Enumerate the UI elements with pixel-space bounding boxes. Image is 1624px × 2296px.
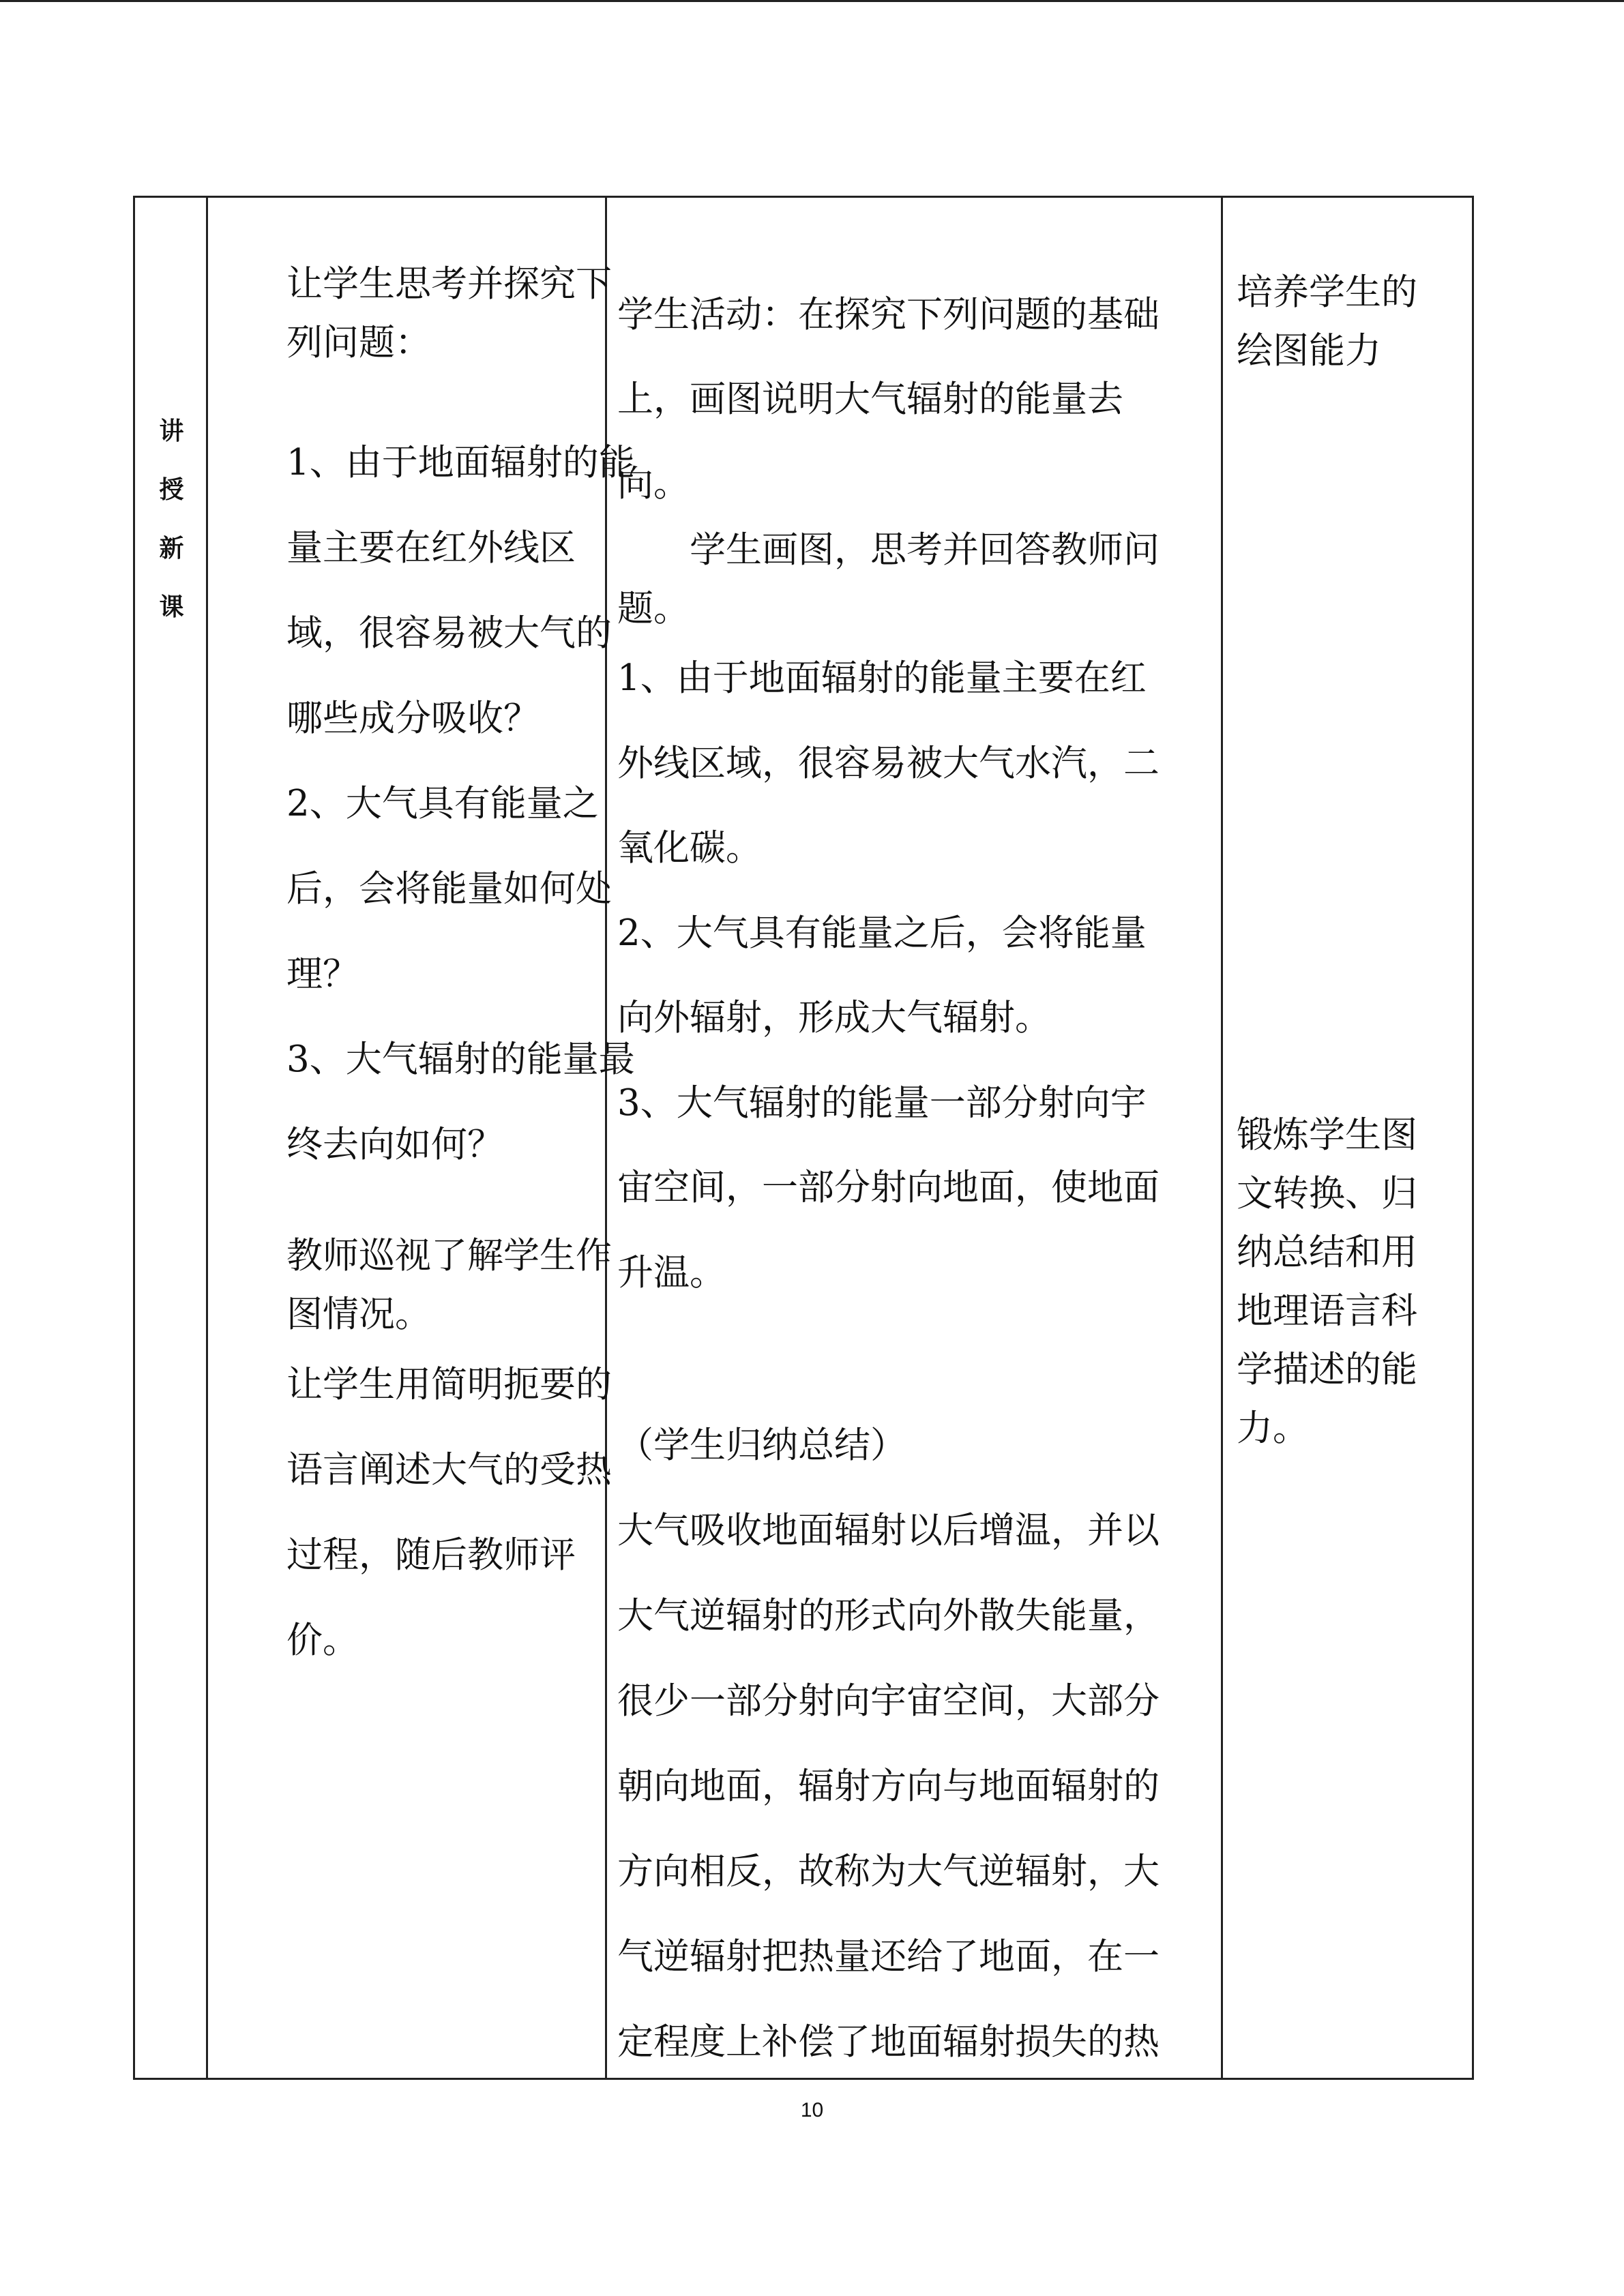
text-line: 很少一部分射向宇宙空间，大部分 (617, 1680, 1160, 1722)
text-line: 学描述的能 (1237, 1349, 1417, 1390)
text-line: 上，画图说明大气辐射的能量去 (617, 378, 1123, 420)
stage-char: 新 (159, 535, 184, 563)
teacher-activity-cell (208, 198, 635, 2078)
text-line: 后，会将能量如何处 (286, 868, 612, 910)
text-line: 域，很容易被大气的 (286, 612, 612, 654)
stage-char: 讲 (159, 417, 184, 445)
text-line: 列问题： (286, 322, 431, 363)
student-activity-cell (607, 198, 1221, 2078)
text-line: 朝向地面，辐射方向与地面辐射的 (617, 1765, 1160, 1807)
text-line: （学生归纳总结） (617, 1425, 906, 1466)
text-line: 3、大气辐射的能量最 (286, 1039, 635, 1080)
text-line: 升温。 (617, 1251, 726, 1294)
text-line: 终去向如何？ (286, 1124, 503, 1165)
text-line: 2、大气具有能量之 (286, 783, 599, 824)
text-line: 3、大气辐射的能量一部分射向宇 (617, 1082, 1147, 1124)
lesson-plan-table (133, 196, 1474, 2080)
text-line: 力。 (1237, 1407, 1309, 1449)
text-line: 教师巡视了解学生作 (286, 1235, 612, 1277)
text-line: 宙空间，一部分射向地面，使地面 (617, 1167, 1160, 1208)
design-intent-cell (1223, 198, 1472, 2078)
text-line: 学生画图，思考并回答教师问 (617, 529, 1160, 571)
text-line: 锻炼学生图 (1237, 1114, 1417, 1156)
text-line: 1、由于地面辐射的能 (286, 442, 635, 483)
text-line: 向外辐射，形成大气辐射。 (617, 997, 1051, 1039)
text-line: 大气吸收地面辐射以后增温，并以 (617, 1510, 1160, 1551)
stage-label (135, 402, 208, 637)
text-line: 地理语言科 (1237, 1290, 1417, 1332)
text-line: 语言阐述大气的受热 (286, 1449, 612, 1491)
teacher-questions (286, 420, 635, 1187)
stage-cell (135, 198, 206, 2078)
text-line: 学生活动：在探究下列问题的基础 (617, 294, 1160, 336)
stage-char: 授 (159, 476, 184, 504)
text-line: 纳总结和用 (1237, 1232, 1417, 1273)
teacher-paragraph (286, 1342, 612, 1683)
text-line: 让学生思考并探究下 (286, 263, 612, 305)
text-line: 培养学生的 (1237, 271, 1417, 313)
text-line: 图情况。 (286, 1294, 431, 1335)
text-line: 过程，随后教师评 (286, 1534, 576, 1576)
text-line: 量主要在红外线区 (286, 527, 576, 569)
text-line: 大气逆辐射的形式向外散失能量， (617, 1595, 1160, 1637)
text-line: 1、由于地面辐射的能量主要在红 (617, 657, 1147, 699)
text-line: 题。 (617, 588, 690, 629)
text-line: 2、大气具有能量之后，会将能量 (617, 912, 1147, 954)
teacher-paragraph (286, 255, 612, 372)
intent-paragraph (1237, 263, 1417, 381)
student-summary (617, 1403, 1160, 2085)
text-line: 文转换、归 (1237, 1173, 1417, 1214)
text-line: 方向相反，故称为大气逆辐射，大 (617, 1851, 1160, 1892)
text-line: 气逆辐射把热量还给了地面，在一 (617, 1936, 1160, 1978)
text-line: 氧化碳。 (617, 827, 762, 869)
teacher-paragraph (286, 1227, 612, 1344)
text-line: 哪些成分吸收？ (286, 698, 540, 739)
top-border-line (0, 0, 1624, 2)
text-line: 理？ (286, 953, 359, 995)
text-line: 绘图能力 (1237, 330, 1381, 372)
text-line: 让学生用简明扼要的 (286, 1364, 612, 1405)
text-line: 外线区域，很容易被大气水汽，二 (617, 742, 1160, 784)
intent-paragraph (1237, 1106, 1417, 1458)
page-number: 10 (800, 2099, 824, 2121)
text-line: 定程度上补偿了地面辐射损失的热 (617, 2021, 1160, 2063)
stage-char: 课 (159, 593, 184, 621)
text-line: 向。 (617, 463, 690, 505)
student-paragraph (617, 521, 1160, 638)
student-paragraph (617, 273, 1160, 526)
text-line: 价。 (286, 1620, 359, 1661)
student-answers (617, 636, 1160, 1315)
